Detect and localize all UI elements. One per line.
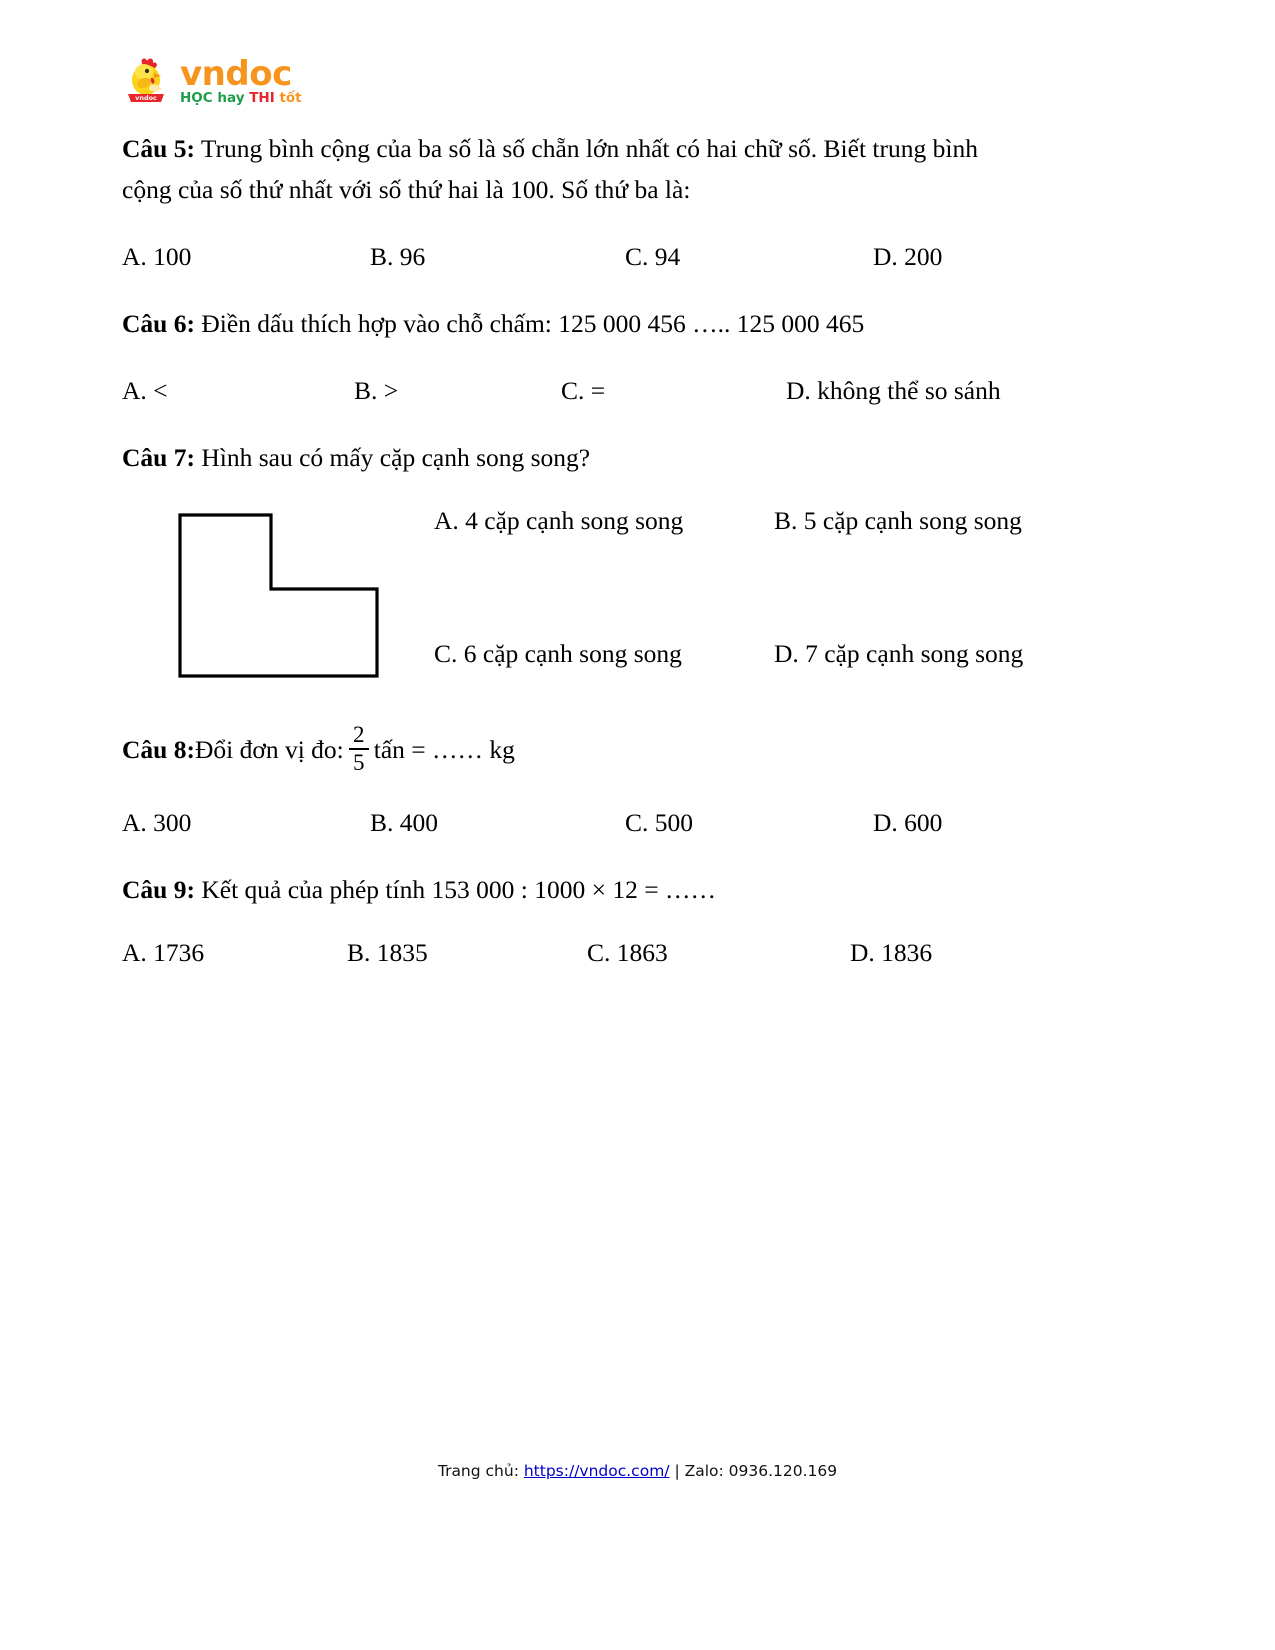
question-cau7 bbox=[122, 437, 1072, 690]
option-cau8-d[interactable]: D. 600 bbox=[873, 807, 943, 837]
option-cau5-d[interactable]: D. 200 bbox=[873, 241, 943, 271]
fraction-two-fifths bbox=[349, 723, 369, 775]
question-cau7-label: Câu 7: bbox=[122, 443, 195, 473]
logo-wordmark bbox=[180, 53, 302, 106]
option-cau5-a[interactable]: A. 100 bbox=[122, 241, 192, 271]
footer-prefix: Trang chủ: bbox=[437, 1462, 524, 1480]
option-cau8-b[interactable]: B. 400 bbox=[370, 807, 439, 837]
question-cau7-line bbox=[122, 437, 1072, 478]
option-cau6-a[interactable]: A. < bbox=[122, 375, 168, 405]
tagline-tot: tốt bbox=[279, 89, 302, 106]
question-cau8-text-before: Đổi đơn vị đo: bbox=[194, 735, 344, 765]
tagline-hoc: HỌC bbox=[180, 89, 213, 106]
question-cau7-options-row2 bbox=[434, 634, 1074, 675]
option-cau9-a[interactable]: A. 1736 bbox=[122, 937, 205, 967]
question-cau8-line bbox=[122, 721, 1072, 777]
question-cau5-line1 bbox=[122, 128, 1072, 169]
question-cau7-options-row1 bbox=[434, 501, 1074, 542]
l-shape-figure bbox=[178, 513, 393, 683]
question-cau8 bbox=[122, 721, 1072, 844]
option-cau7-d[interactable]: D. 7 cặp cạnh song song bbox=[774, 638, 1024, 668]
question-cau8-text-after: tấn = …… kg bbox=[373, 735, 515, 765]
svg-text:vndoc: vndoc bbox=[135, 94, 157, 102]
question-cau6-text: Điền dấu thích hợp vào chỗ chấm: 125 000 456 ….. 125 000 465 bbox=[194, 309, 865, 339]
question-cau7-options bbox=[434, 501, 1074, 675]
option-cau5-b[interactable]: B. 96 bbox=[370, 241, 426, 271]
chicken-mascot-icon bbox=[122, 55, 174, 107]
question-cau5 bbox=[122, 128, 1072, 277]
question-cau5-options bbox=[122, 237, 1072, 278]
option-cau9-d[interactable]: D. 1836 bbox=[850, 937, 933, 967]
option-cau7-c[interactable]: C. 6 cặp cạnh song song bbox=[434, 638, 682, 668]
option-cau9-b[interactable]: B. 1835 bbox=[347, 937, 428, 967]
question-cau6-line bbox=[122, 303, 1072, 344]
fraction-numerator: 2 bbox=[353, 721, 365, 747]
question-cau9-label: Câu 9: bbox=[122, 875, 195, 905]
tagline-thi: THI bbox=[249, 89, 275, 106]
option-cau7-a[interactable]: A. 4 cặp cạnh song song bbox=[434, 505, 684, 535]
option-cau7-b[interactable]: B. 5 cặp cạnh song song bbox=[774, 505, 1022, 535]
question-cau9-text: Kết quả của phép tính 153 000 : 1000 × 12 = …… bbox=[194, 875, 716, 905]
question-cau7-text: Hình sau có mấy cặp cạnh song song? bbox=[194, 443, 591, 473]
question-cau7-body bbox=[122, 501, 1072, 691]
option-cau6-d[interactable]: D. không thể so sánh bbox=[786, 375, 1001, 405]
question-cau9-line bbox=[122, 869, 1072, 910]
logo-tagline bbox=[180, 89, 302, 106]
footer-website-link[interactable]: https://vndoc.com/ bbox=[523, 1462, 670, 1480]
question-cau9 bbox=[122, 869, 1072, 973]
question-cau8-label: Câu 8: bbox=[122, 735, 195, 765]
question-cau8-options bbox=[122, 803, 1072, 844]
option-cau8-a[interactable]: A. 300 bbox=[122, 807, 192, 837]
option-cau5-c[interactable]: C. 94 bbox=[625, 241, 681, 271]
question-cau5-label: Câu 5: bbox=[122, 134, 195, 163]
question-cau5-text1: Trung bình cộng của ba số là số chẵn lớn nhất có hai chữ số. Biết trung bình bbox=[194, 134, 978, 163]
question-cau6-label: Câu 6: bbox=[122, 309, 195, 339]
question-cau9-options bbox=[122, 933, 1072, 974]
footer-suffix: | Zalo: 0936.120.169 bbox=[669, 1462, 838, 1480]
option-cau6-c[interactable]: C. = bbox=[561, 375, 606, 405]
option-cau9-c[interactable]: C. 1863 bbox=[587, 937, 668, 967]
question-cau5-line2: cộng của số thứ nhất với số thứ hai là 100. Số thứ ba là: bbox=[122, 175, 691, 205]
document-body bbox=[122, 128, 1072, 974]
logo-brand-text: vndoc bbox=[180, 53, 292, 94]
option-cau8-c[interactable]: C. 500 bbox=[625, 807, 694, 837]
fraction-denominator: 5 bbox=[353, 749, 365, 775]
page-footer bbox=[0, 1462, 1275, 1480]
tagline-hay: hay bbox=[217, 89, 245, 106]
question-cau6-options bbox=[122, 371, 1072, 412]
vndoc-logo bbox=[122, 55, 302, 107]
question-cau6 bbox=[122, 303, 1072, 411]
option-cau6-b[interactable]: B. > bbox=[354, 375, 399, 405]
